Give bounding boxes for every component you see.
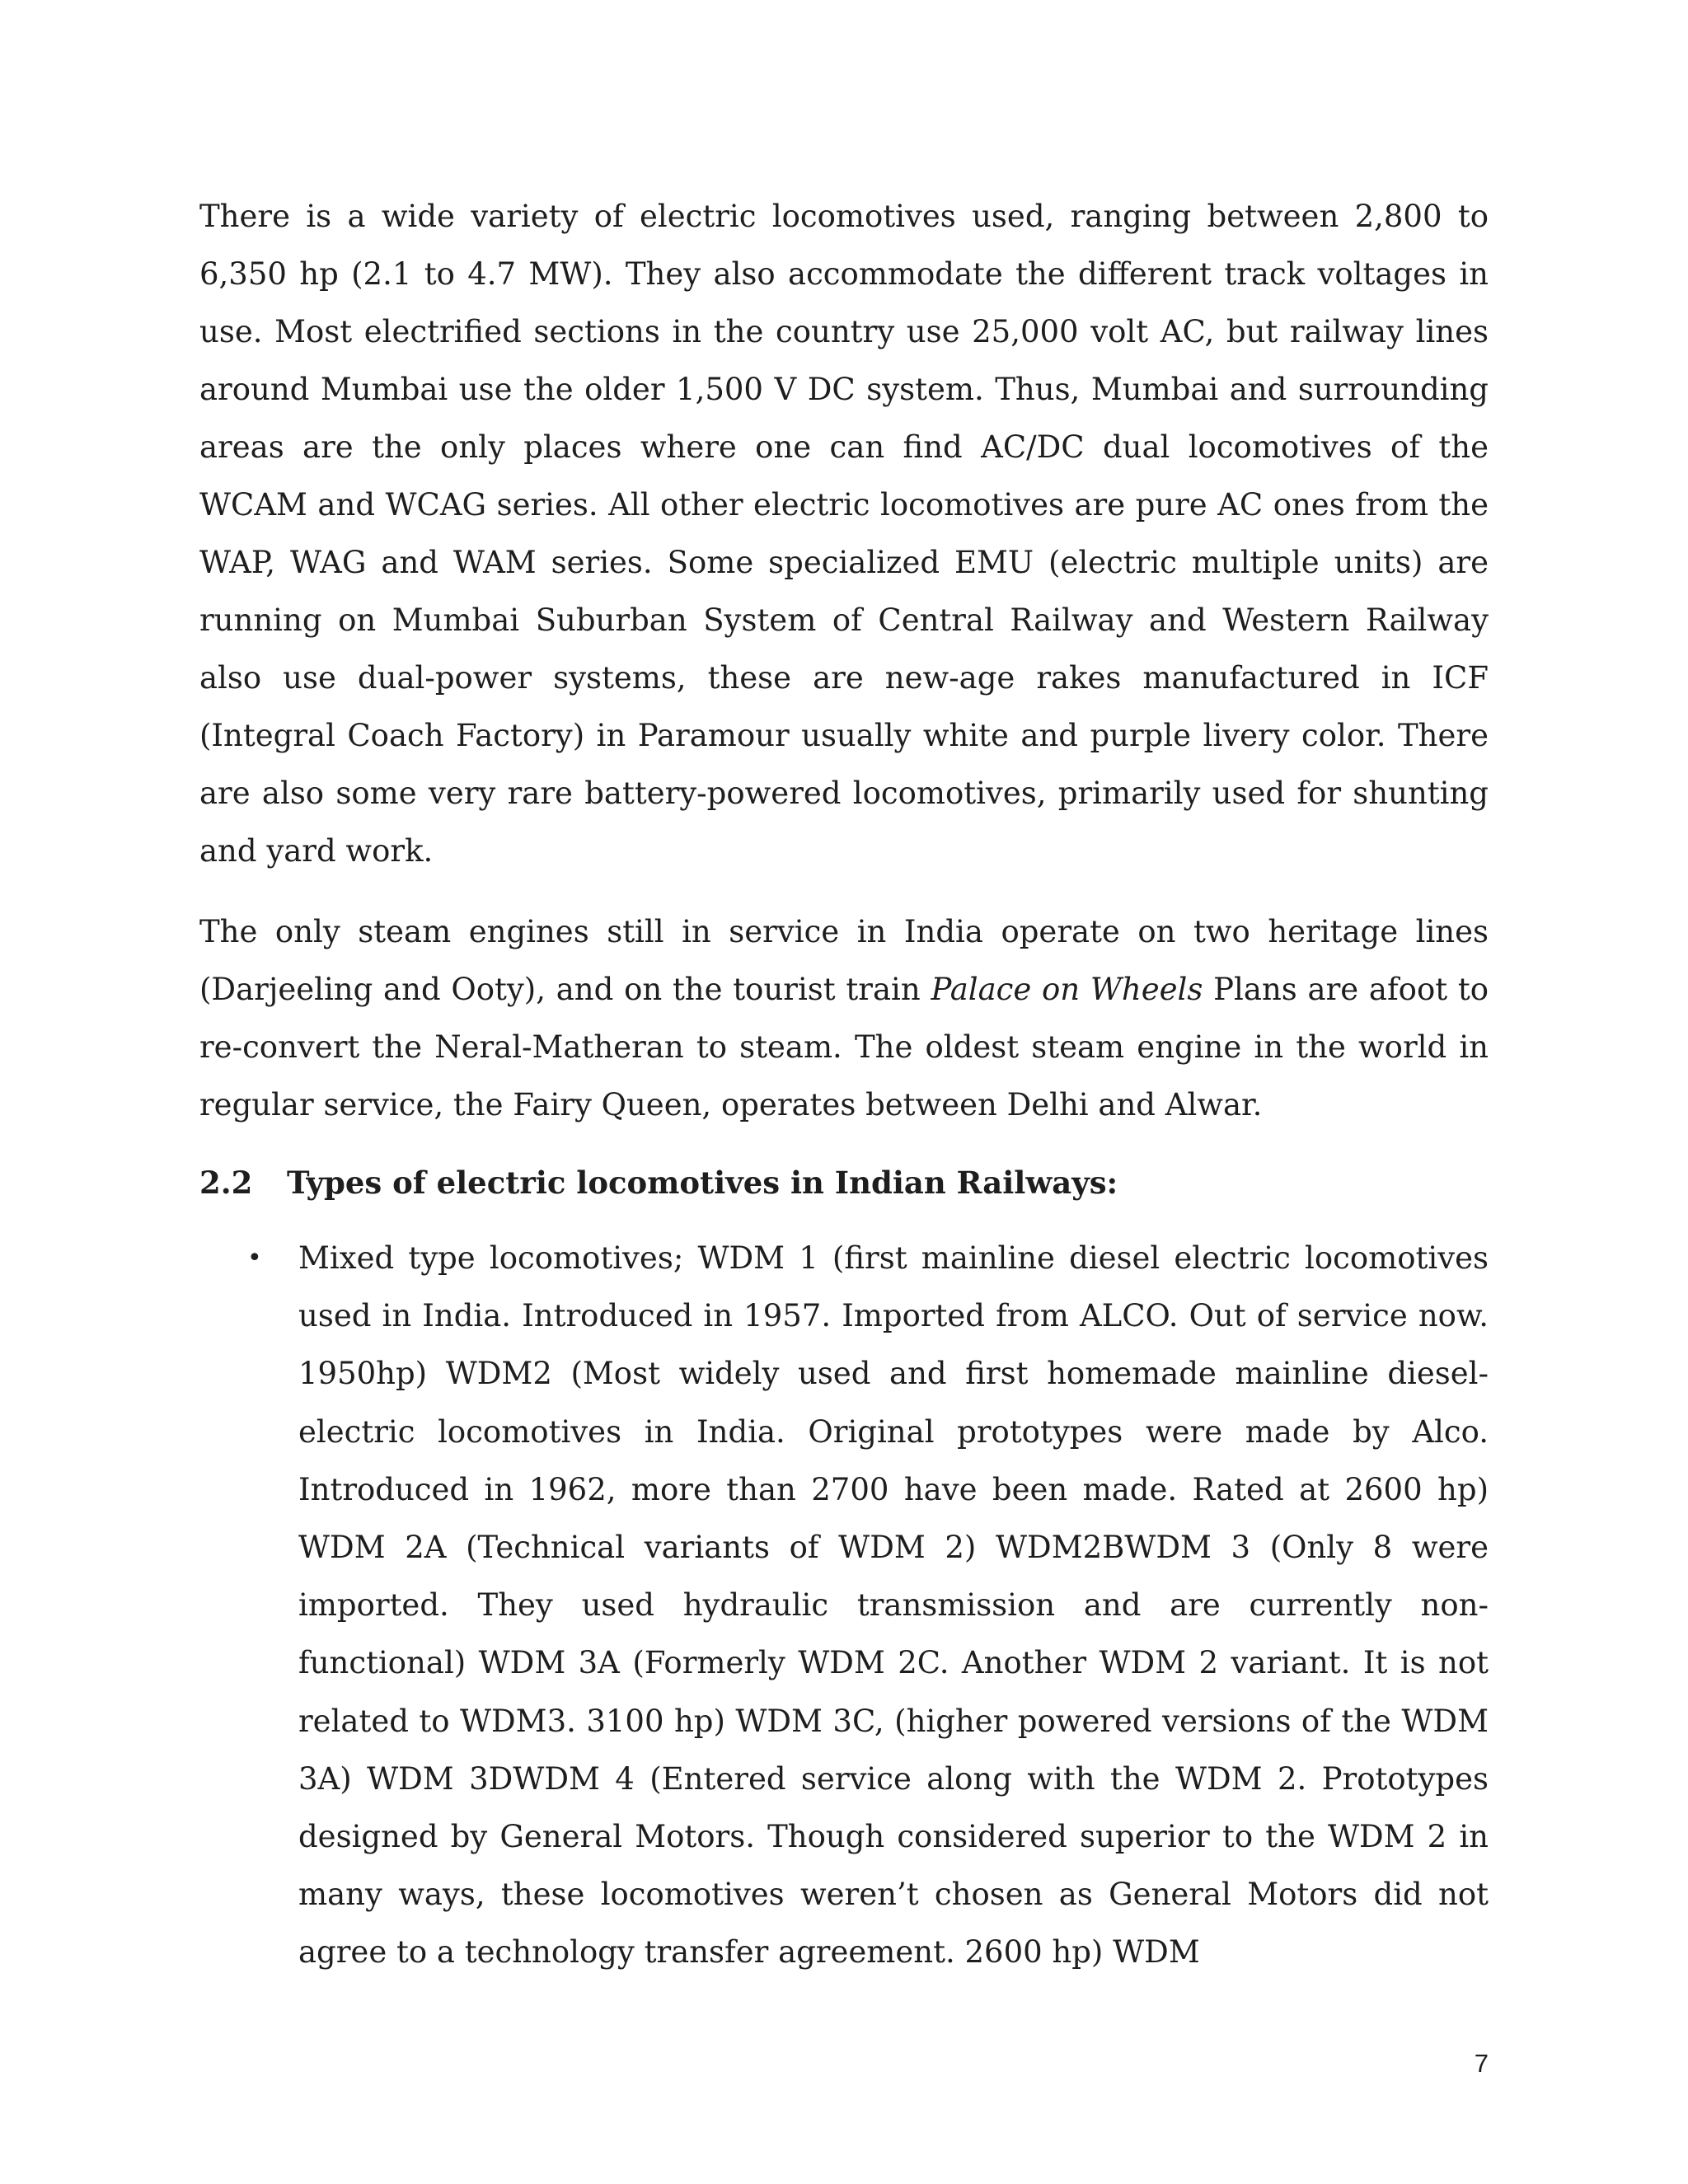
section-title: Types of electric locomotives in Indian Railways:	[287, 1165, 1118, 1201]
section-number: 2.2	[199, 1165, 253, 1201]
list-item	[199, 1230, 1489, 1982]
paragraph-steam-text-end: Plans are afoot to re-convert the Neral-Matheran to steam. The oldest steam engine in the world in regular service, the Fairy Queen, operates between Delhi and Alwar.	[199, 972, 1489, 1122]
section-heading	[199, 1154, 1489, 1212]
locomotive-types-list	[199, 1230, 1489, 1982]
paragraph-steam-text-start: The only steam engines still in service in India operate on two heritage lines (Darjeeling and Ooty), and on the tourist train	[199, 914, 1489, 1007]
paragraph-electric-locomotives: There is a wide variety of electric locomotives used, ranging between 2,800 to 6,350 hp (2.1 to 4.7 MW). They also accommodate the different track voltages in use. Most electrified sections in the country use 25,000 volt AC, but railway lines around Mumbai use the older 1,500 V DC system. Thus, Mumbai and surrounding areas are the only places where one can find AC/DC dual locomotives of the WCAM and WCAG series. All other electric locomotives are pure AC ones from the WAP, WAG and WAM series. Some specialized EMU (electric multiple units) are running on Mumbai Suburban System of Central Railway and Western Railway also use dual-power systems, these are new-age rakes manufactured in ICF (Integral Coach Factory) in Paramour usually white and purple livery color. There are also some very rare battery-powered locomotives, primarily used for shunting and yard work.	[199, 199, 1489, 869]
bullet-icon: •	[247, 1244, 262, 1272]
list-item-text: Mixed type locomotives; WDM 1 (first mainline diesel electric locomotives used in India. Introduced in 1957. Imported from ALCO. Out of service now. 1950hp) WDM2 (Most widely used and first homemade mainline diesel-electric locomotives in India. Original prototypes were made by Alco. Introduced in 1962, more than 2700 have been made. Rated at 2600 hp) WDM 2A (Technical variants of WDM 2) WDM2BWDM 3 (Only 8 were imported. They used hydraulic transmission and are currently non-functional) WDM 3A (Formerly WDM 2C. Another WDM 2 variant. It is not related to WDM3. 3100 hp) WDM 3C, (higher powered versions of the WDM 3A) WDM 3DWDM 4 (Entered service along with the WDM 2. Prototypes designed by General Motors. Though considered superior to the WDM 2 in many ways, these locomotives weren’t chosen as General Motors did not agree to a technology transfer agreement. 2600 hp) WDM	[298, 1240, 1489, 1971]
train-name-italic: Palace on Wheels	[931, 972, 1203, 1007]
paragraph-steam-engines	[199, 903, 1489, 1134]
page-number: 7	[1474, 2049, 1489, 2078]
